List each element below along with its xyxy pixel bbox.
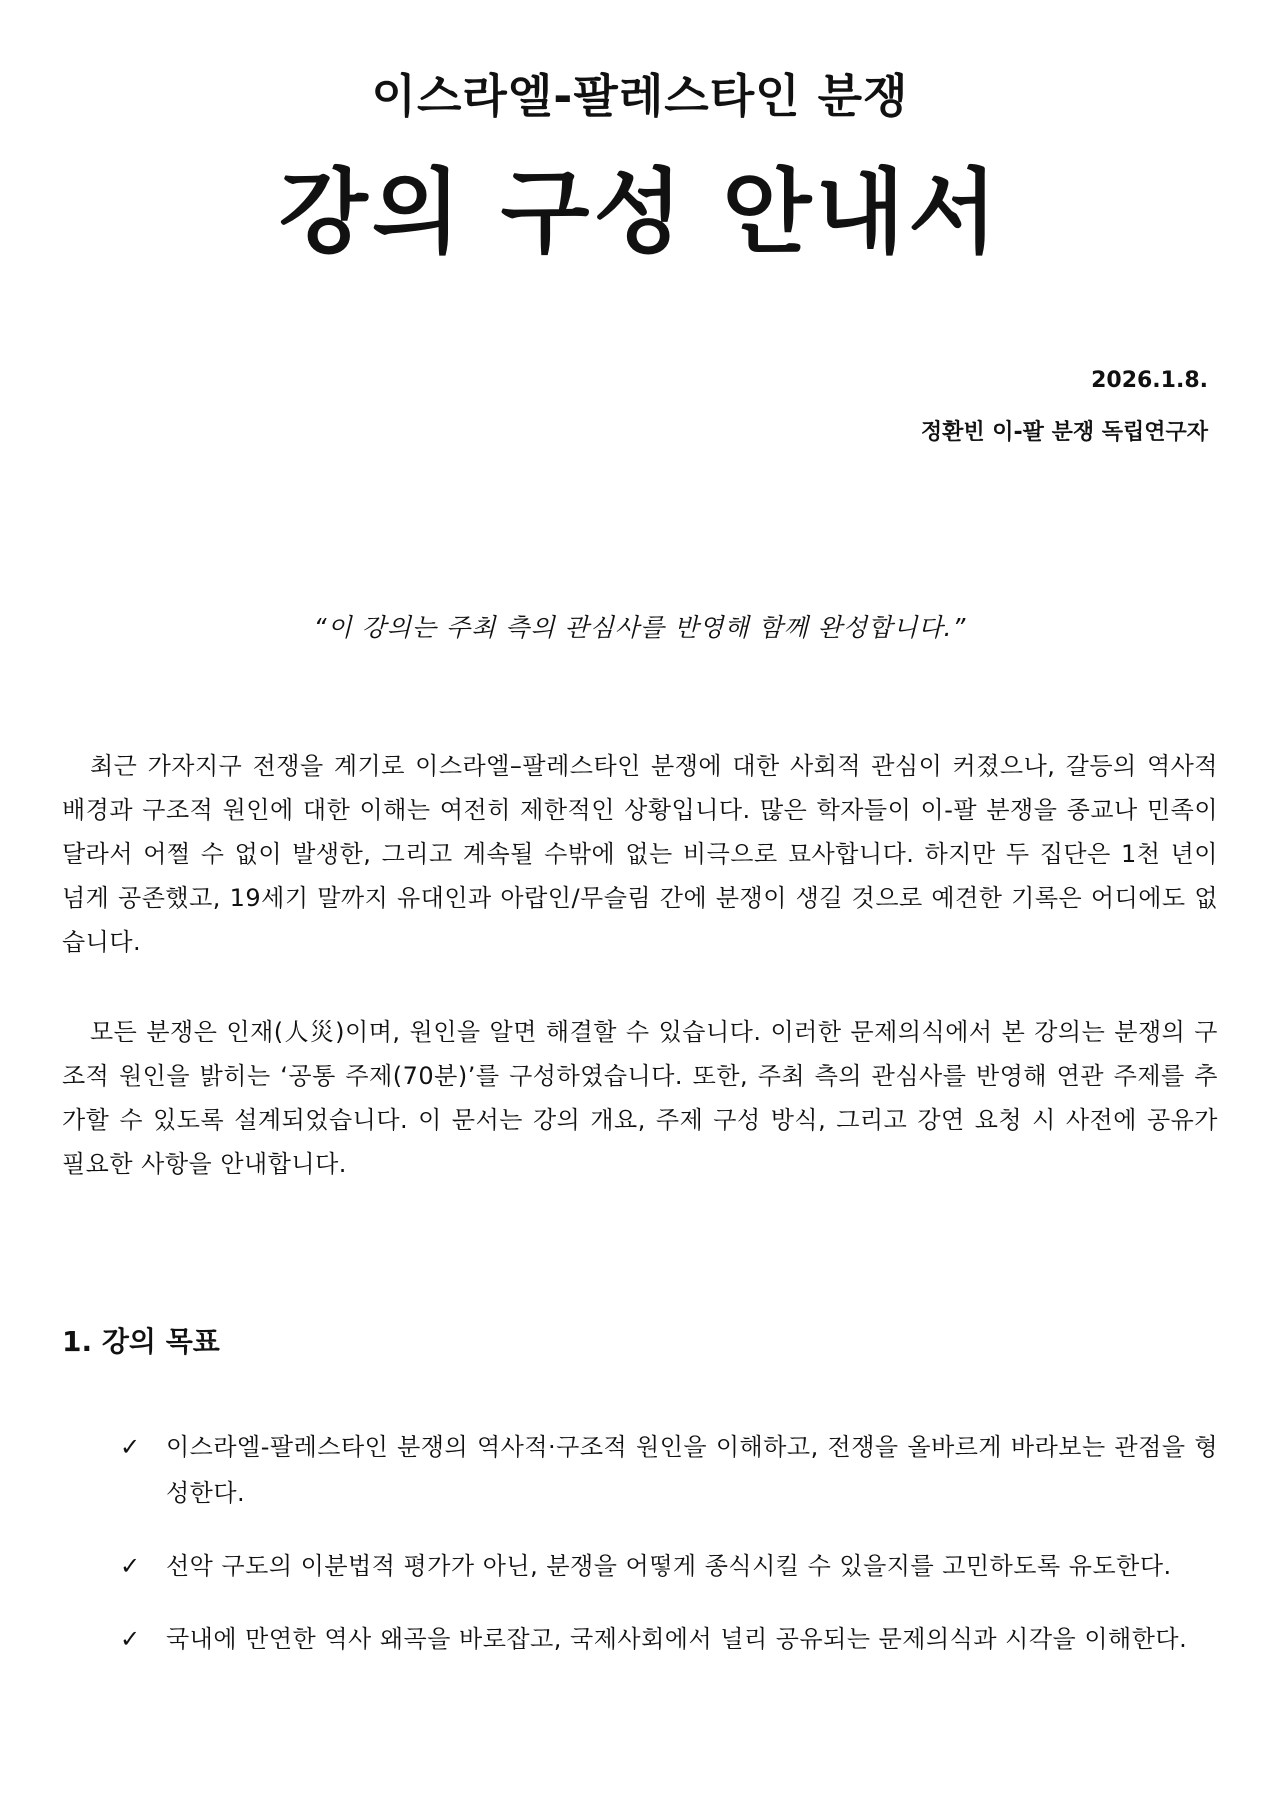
document-date: 2026.1.8. (1091, 368, 1208, 393)
section-heading-goals: 1. 강의 목표 (62, 1325, 220, 1358)
document-title: 강의 구성 안내서 (278, 159, 1002, 266)
checkmark-icon: ✓ (120, 1433, 141, 1461)
goal-item (62, 1424, 1218, 1516)
goal-item-text: 선악 구도의 이분법적 평가가 아닌, 분쟁을 어떻게 종식시킬 수 있을지를 고민하도록 유도한다. (166, 1552, 1172, 1580)
goal-item-text: 이스라엘-팔레스타인 분쟁의 역사적·구조적 원인을 이해하고, 전쟁을 올바르게 바라보는 관점을 형성한다. (166, 1433, 1218, 1507)
intro-quote: “이 강의는 주최 측의 관심사를 반영해 함께 완성합니다.” (313, 613, 967, 642)
checkmark-icon: ✓ (120, 1625, 141, 1653)
intro-paragraph-1: 최근 가자지구 전쟁을 계기로 이스라엘–팔레스타인 분쟁에 대한 사회적 관심이 커졌으나, 갈등의 역사적 배경과 구조적 원인에 대한 이해는 여전히 제한적인 상황입니다. 많은 학자들이 이-팔 분쟁을 종교나 민족이 달라서 어쩔 수 없이 발생한, 그리고 계속될 수밖에 없는 비극으로 묘사합니다. 하지만 두 집단은 1천 년이 넘게 공존했고, 19세기 말까지 유대인과 아랍인/무슬림 간에 분쟁이 생길 것으로 예견한 기록은 어디에도 없습니다. (62, 752, 1218, 956)
document-subtitle: 이스라엘-팔레스타인 분쟁 (371, 69, 909, 123)
intro-paragraph-2: 모든 분쟁은 인재(人災)이며, 원인을 알면 해결할 수 있습니다. 이러한 문제의식에서 본 강의는 분쟁의 구조적 원인을 밝히는 ‘공통 주제(70분)’를 구성하였습니다. 또한, 주최 측의 관심사를 반영해 연관 주제를 추가할 수 있도록 설계되었습니다. 이 문서는 강의 개요, 주제 구성 방식, 그리고 강연 요청 시 사전에 공유가 필요한 사항을 안내합니다. (62, 1018, 1218, 1178)
checkmark-icon: ✓ (120, 1552, 141, 1580)
goal-item-text: 국내에 만연한 역사 왜곡을 바로잡고, 국제사회에서 널리 공유되는 문제의식과 시각을 이해한다. (166, 1625, 1188, 1653)
goal-list (62, 1424, 1218, 1689)
document-author: 정환빈 이-팔 분쟁 독립연구자 (920, 420, 1208, 445)
goal-item (62, 1543, 1218, 1589)
goal-item (62, 1616, 1218, 1662)
